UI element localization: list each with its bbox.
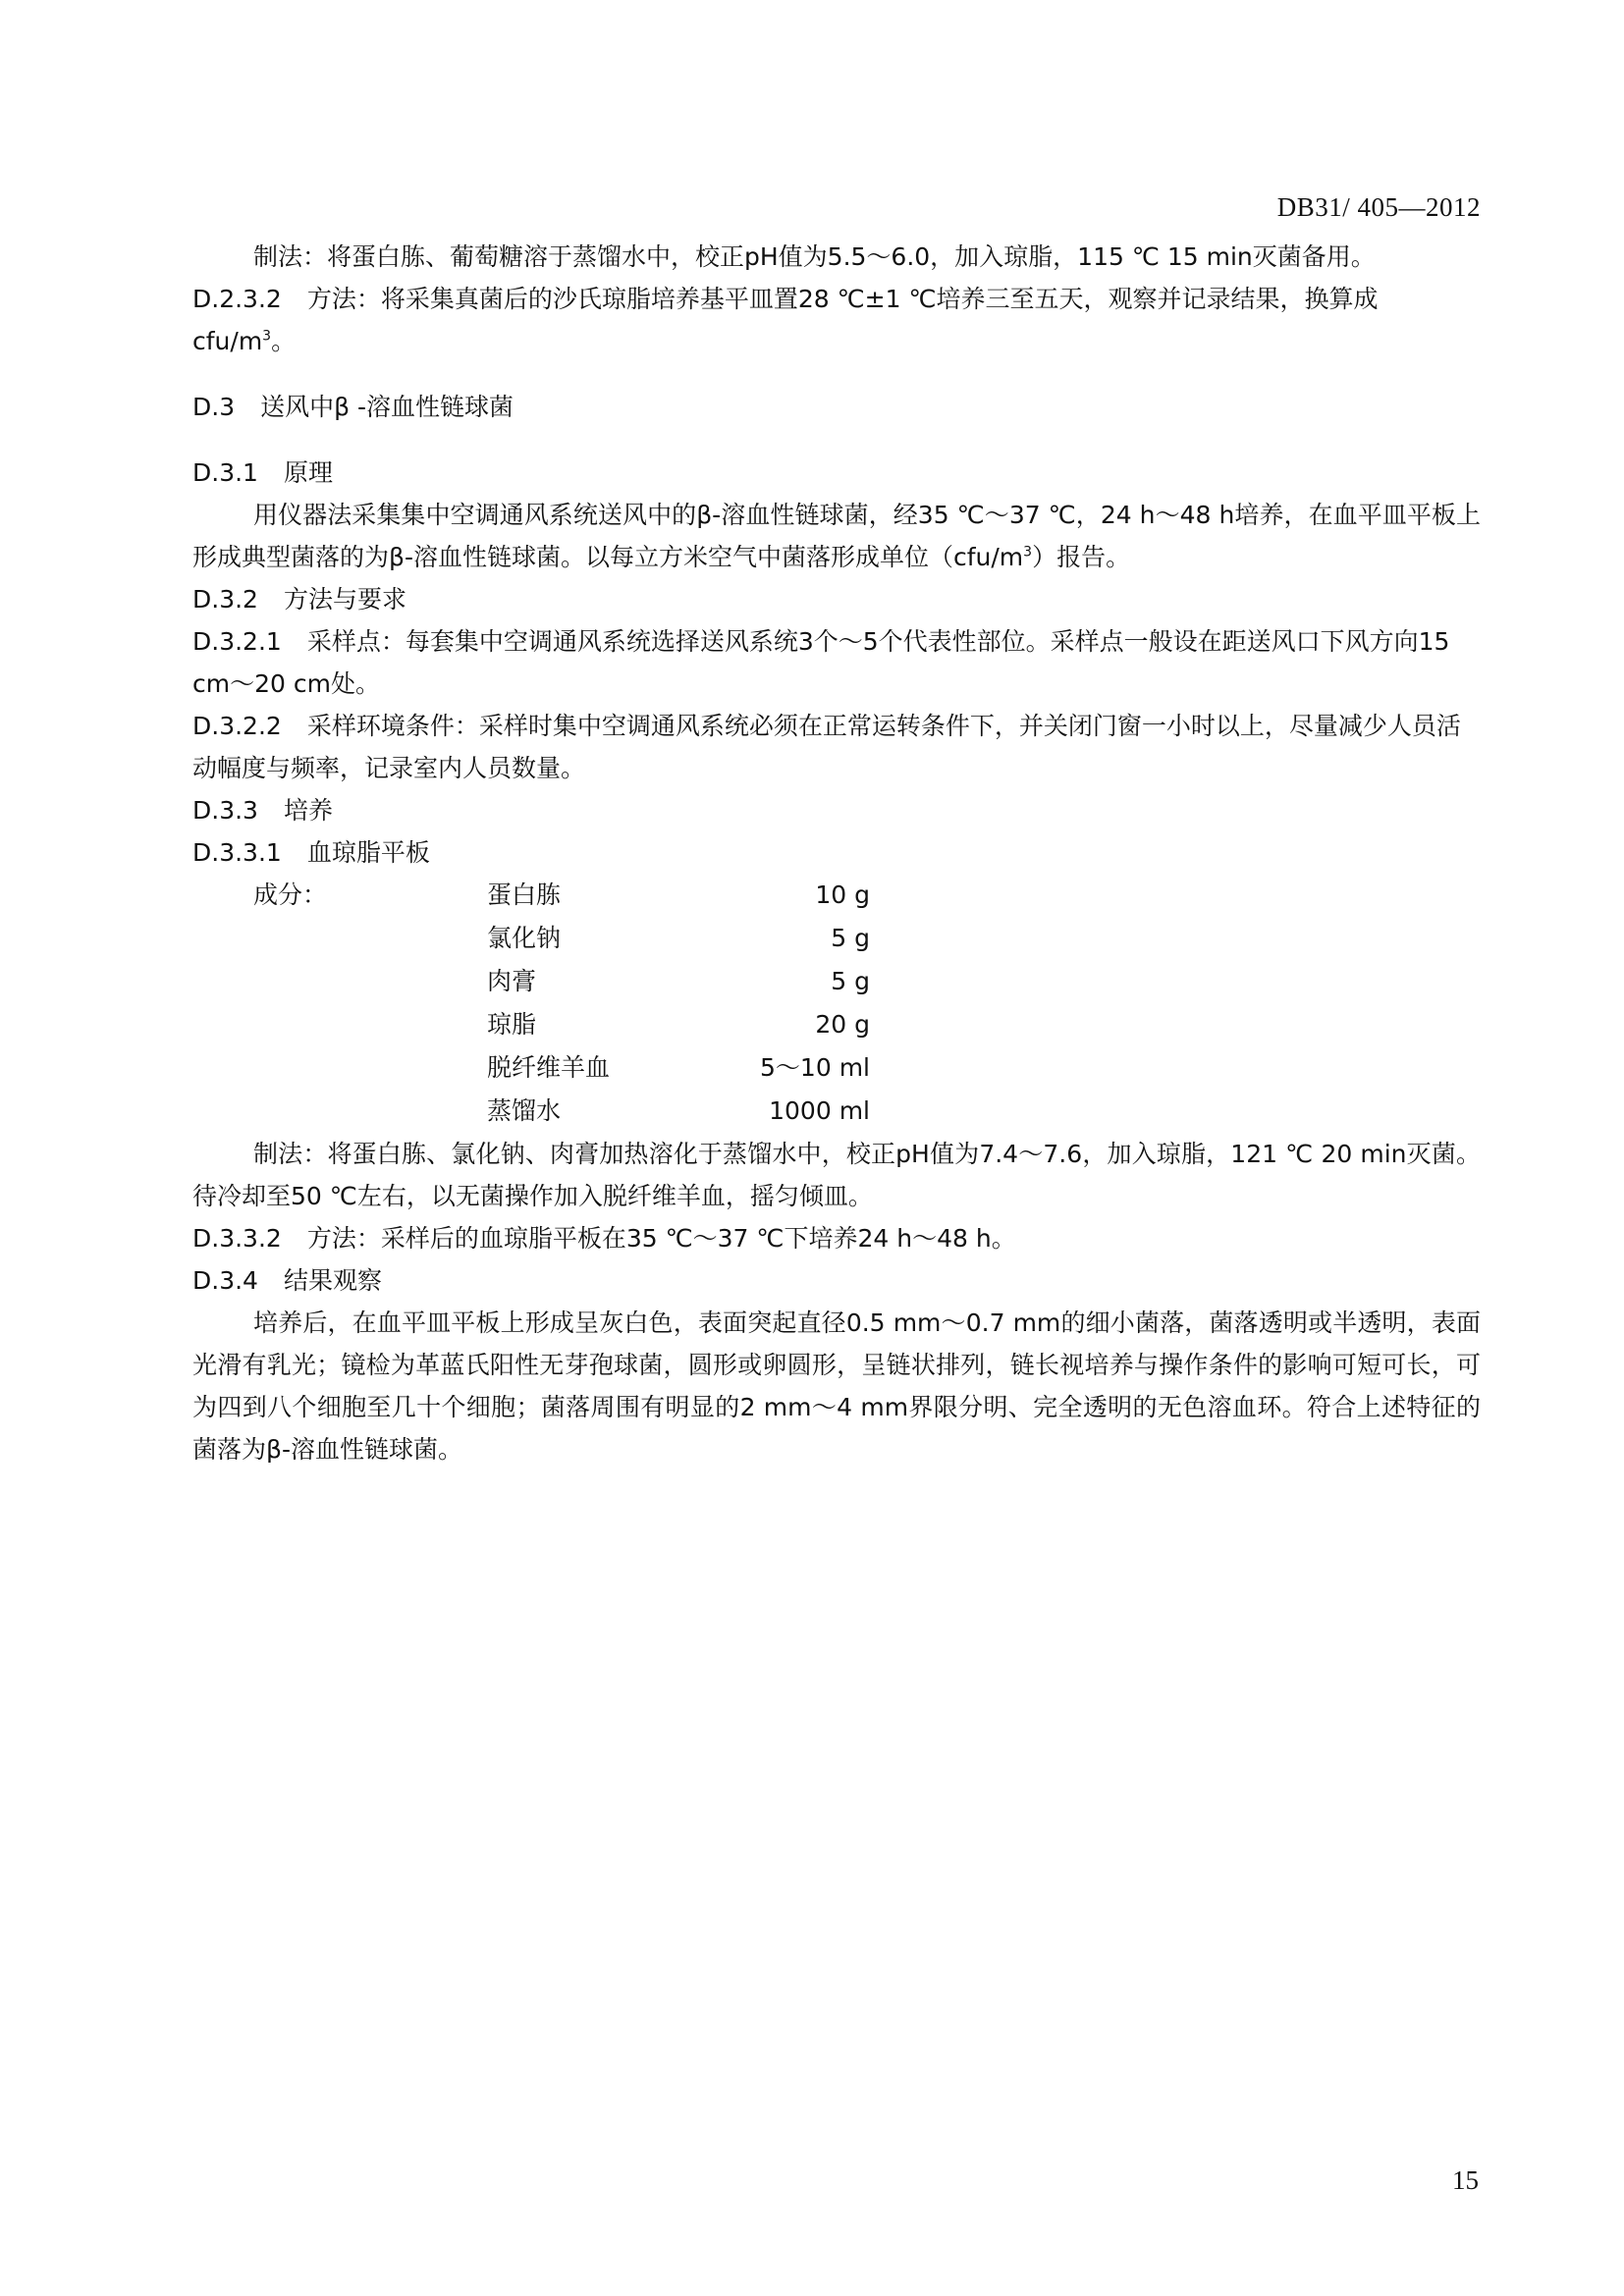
ingredient-name: 蒸馏水 — [487, 1096, 562, 1125]
page-number: 15 — [1452, 2165, 1479, 2195]
numbered-paragraph — [192, 705, 1481, 789]
paragraph-text: 方法：采样后的血琼脂平板在35 ℃～37 ℃下培养24 h～48 h。 — [306, 1224, 1016, 1253]
ingredient-row — [192, 917, 1481, 960]
section-number: D.3.2.1 — [192, 627, 282, 656]
paragraph-text: 用仪器法采集集中空调通风系统送风中的β-溶血性链球菌，经35 ℃～37 ℃，24 h～48 h培养，在血平皿平板上形成典型菌落的为β-溶血性链球菌。以每立方米空气中菌落形成单位（cfu/m — [192, 501, 1481, 571]
paragraph-text: 采样点：每套集中空调通风系统选择送风系统3个～5个代表性部位。采样点一般设在距送风口下风方向15 cm～20 cm处。 — [192, 627, 1450, 698]
section-number: D.3 — [192, 393, 236, 421]
ingredient-name: 肉膏 — [487, 967, 537, 995]
ingredient-amount: 5 g — [831, 967, 870, 995]
paragraph — [192, 1133, 1481, 1217]
section-heading — [192, 789, 1481, 831]
paragraph-tail: 。 — [271, 327, 297, 355]
section-title: 培养 — [283, 796, 333, 825]
section-number: D.3.3.1 — [192, 838, 282, 867]
paragraph — [192, 494, 1481, 578]
section-heading — [192, 831, 1481, 874]
section-number: D.3.4 — [192, 1266, 258, 1295]
section-heading — [192, 386, 1481, 428]
numbered-paragraph — [192, 1217, 1481, 1259]
ingredient-row — [192, 960, 1481, 1003]
paragraph-tail: ）报告。 — [1032, 543, 1131, 571]
paragraph — [192, 236, 1481, 278]
paragraph-text: 制法：将蛋白胨、氯化钠、肉膏加热溶化于蒸馏水中，校正pH值为7.4～7.6，加入琼脂，121 ℃ 20 min灭菌。待冷却至50 ℃左右，以无菌操作加入脱纤维羊血，摇匀倾皿。 — [192, 1140, 1481, 1210]
ingredient-row — [192, 1003, 1481, 1046]
section-title: 原理 — [283, 458, 333, 487]
paragraph-text: 方法：将采集真菌后的沙氏琼脂培养基平皿置28 ℃±1 ℃培养三至五天，观察并记录结果，换算成cfu/m — [192, 285, 1379, 355]
section-title: 方法与要求 — [283, 585, 406, 614]
superscript: 3 — [1023, 544, 1033, 561]
ingredient-name: 脱纤维羊血 — [487, 1053, 611, 1082]
ingredient-row — [192, 1090, 1481, 1133]
ingredient-name: 氯化钠 — [487, 924, 562, 952]
text-blocks-top — [192, 236, 1481, 874]
ingredient-amount: 1000 ml — [769, 1096, 870, 1125]
ingredient-list — [192, 874, 1481, 1133]
paragraph — [192, 1302, 1481, 1470]
section-title: 送风中β -溶血性链球菌 — [260, 393, 514, 421]
ingredient-label: 成分： — [253, 881, 328, 909]
paragraph-text: 制法：将蛋白胨、葡萄糖溶于蒸馏水中，校正pH值为5.5～6.0，加入琼脂，115 ℃ 15 min灭菌备用。 — [253, 242, 1376, 271]
section-heading — [192, 1259, 1481, 1302]
numbered-paragraph — [192, 620, 1481, 705]
section-title: 结果观察 — [283, 1266, 382, 1295]
section-number: D.2.3.2 — [192, 285, 282, 313]
document-code: DB31/ 405—2012 — [1276, 192, 1481, 222]
numbered-paragraph — [192, 278, 1481, 362]
ingredient-name: 琼脂 — [487, 1010, 537, 1039]
ingredient-amount: 5 g — [831, 924, 870, 952]
section-number: D.3.2 — [192, 585, 258, 614]
paragraph-text: 采样环境条件：采样时集中空调通风系统必须在正常运转条件下，并关闭门窗一小时以上，尽量减少人员活动幅度与频率，记录室内人员数量。 — [192, 712, 1461, 782]
section-number: D.3.3 — [192, 796, 258, 825]
section-heading — [192, 452, 1481, 494]
section-heading — [192, 578, 1481, 620]
section-number: D.3.2.2 — [192, 712, 282, 740]
page-content — [192, 236, 1481, 1470]
ingredient-name: 蛋白胨 — [487, 881, 562, 909]
ingredient-row — [192, 874, 1481, 917]
section-title: 血琼脂平板 — [306, 838, 430, 867]
section-number: D.3.3.2 — [192, 1224, 282, 1253]
text-blocks-bottom — [192, 1133, 1481, 1470]
ingredient-amount: 10 g — [815, 881, 870, 909]
ingredient-amount: 20 g — [815, 1010, 870, 1039]
paragraph-text: 培养后，在血平皿平板上形成呈灰白色，表面突起直径0.5 mm～0.7 mm的细小菌落，菌落透明或半透明，表面光滑有乳光；镜检为革蓝氏阳性无芽孢球菌，圆形或卵圆形，呈链状排列，链长视培养与操作条件的影响可短可长，可为四到八个细胞至几十个细胞；菌落周围有明显的2 mm～4 mm界限分明、完全透明的无色溶血环。符合上述特征的菌落为β-溶血性链球菌。 — [192, 1308, 1481, 1464]
section-number: D.3.1 — [192, 458, 258, 487]
superscript: 3 — [262, 328, 272, 345]
ingredient-row — [192, 1046, 1481, 1090]
ingredient-amount: 5～10 ml — [760, 1053, 870, 1082]
